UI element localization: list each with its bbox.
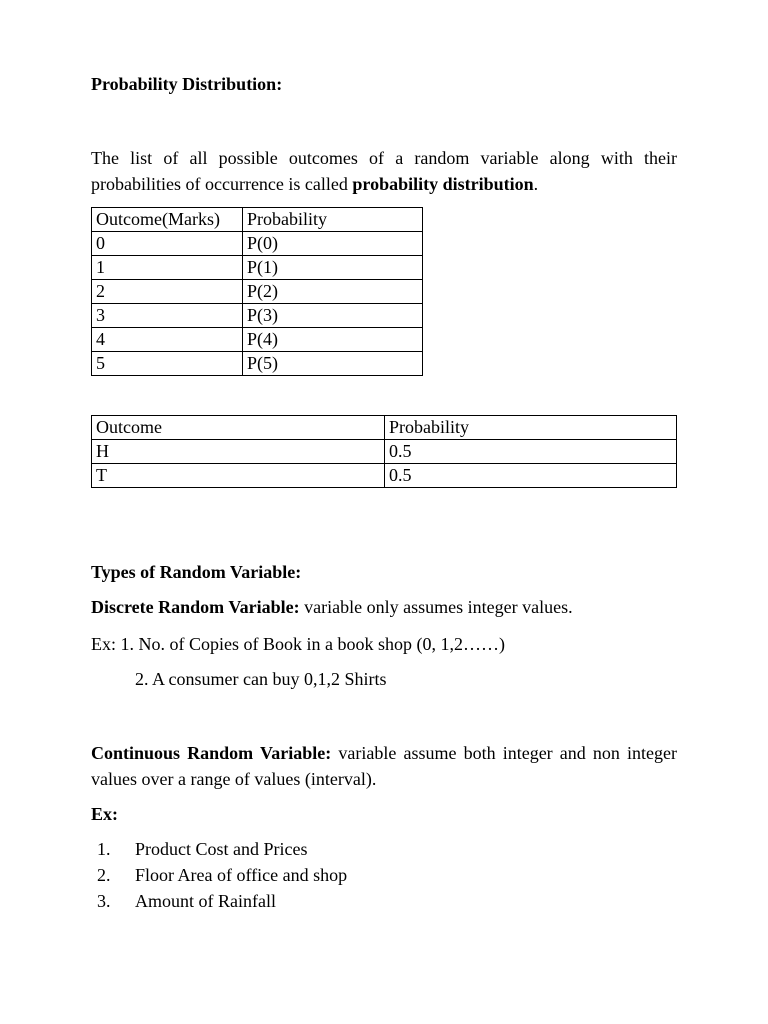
list-item-text: Floor Area of office and shop: [135, 865, 348, 885]
table-cell: 5: [92, 352, 243, 376]
discrete-label: Discrete Random Variable:: [91, 597, 300, 617]
section-heading: Types of Random Variable:: [91, 562, 302, 582]
table-cell: P(1): [243, 256, 423, 280]
table-cell: P(2): [243, 280, 423, 304]
table-cell: P(3): [243, 304, 423, 328]
intro-text: The list of all possible outcomes of a random variable along with their probabilities of occurrence is called: [91, 148, 677, 194]
table-header-cell: Probability: [243, 208, 423, 232]
table-row: [92, 232, 423, 256]
table-header-row: [92, 416, 677, 440]
table-row: [92, 464, 677, 488]
intro-bold-term: probability distribution: [352, 174, 534, 194]
table-cell: 0.5: [385, 440, 677, 464]
table-cell: 0.5: [385, 464, 677, 488]
table-row: [92, 256, 423, 280]
table-header-cell: Outcome(Marks): [92, 208, 243, 232]
table-cell: P(4): [243, 328, 423, 352]
table-cell: 0: [92, 232, 243, 256]
list-item-text: Product Cost and Prices: [135, 839, 308, 859]
list-item-number: 2.: [97, 865, 111, 885]
table-row: [92, 328, 423, 352]
discrete-example-2: 2. A consumer can buy 0,1,2 Shirts: [135, 669, 387, 689]
discrete-definition: [91, 597, 573, 618]
list-item-text: Amount of Rainfall: [135, 891, 276, 911]
list-item-number: 1.: [97, 839, 111, 859]
table-cell: T: [92, 464, 385, 488]
table-cell: 1: [92, 256, 243, 280]
table-row: [92, 280, 423, 304]
continuous-definition: [91, 740, 677, 792]
intro-paragraph: [91, 145, 677, 197]
page-title: Probability Distribution:: [91, 74, 283, 94]
table-row: [92, 304, 423, 328]
table-cell: P(5): [243, 352, 423, 376]
table-cell: P(0): [243, 232, 423, 256]
table-cell: 2: [92, 280, 243, 304]
table-cell: 3: [92, 304, 243, 328]
continuous-label: Continuous Random Variable:: [91, 743, 332, 763]
discrete-example-1: Ex: 1. No. of Copies of Book in a book shop (0, 1,2……): [91, 634, 505, 654]
table-row: [92, 352, 423, 376]
list-item-number: 3.: [97, 891, 111, 911]
table-cell: 4: [92, 328, 243, 352]
table-cell: H: [92, 440, 385, 464]
table-row: [92, 440, 677, 464]
discrete-text: variable only assumes integer values.: [299, 597, 573, 617]
intro-end: .: [533, 174, 539, 194]
table-header-cell: Outcome: [92, 416, 385, 440]
continuous-text: variable assume both integer and non integer values over a range of values (interval).: [91, 743, 677, 789]
examples-label: Ex:: [91, 804, 118, 824]
table-header-row: [92, 208, 423, 232]
outcome-marks-table: [91, 207, 423, 376]
coin-toss-table: [91, 415, 677, 488]
table-header-cell: Probability: [385, 416, 677, 440]
